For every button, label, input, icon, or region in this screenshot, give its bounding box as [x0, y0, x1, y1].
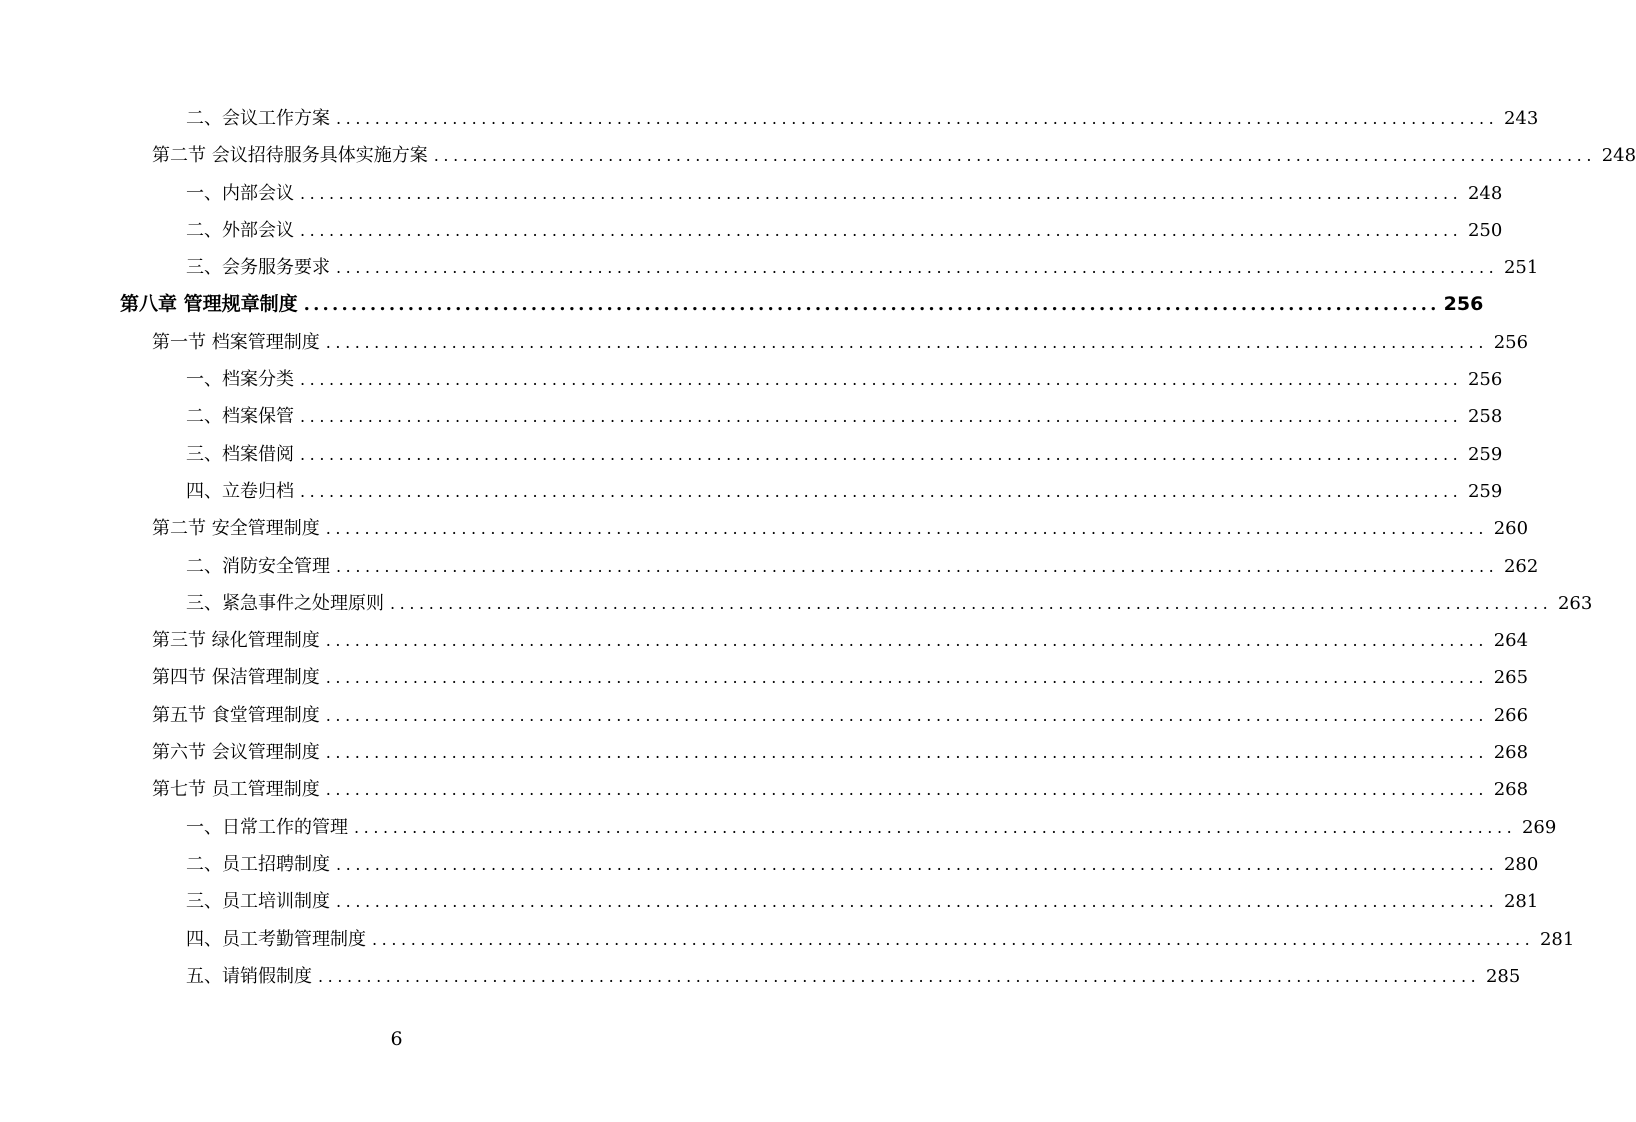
toc-entry-title: 第一节 档案管理制度: [152, 331, 320, 353]
toc-entry-title: 第二节 会议招待服务具体实施方案: [152, 145, 428, 167]
toc-entry-title: 第六节 会议管理制度: [152, 742, 320, 764]
dot-leader: ........................................................................................................................: [325, 519, 1489, 539]
toc-subsection-entry[interactable]: [0, 958, 1521, 995]
toc-entry-title: 三、档案借阅: [186, 443, 294, 465]
toc-entry-page-number: 264: [1493, 630, 1529, 652]
toc-subsection-entry[interactable]: [0, 212, 1503, 249]
dot-leader: ........................................................................................................................: [336, 258, 1499, 278]
dot-leader: ........................................................................................................................: [300, 183, 1463, 203]
page-number: 6: [390, 1028, 403, 1050]
toc-section-entry[interactable]: [0, 697, 1529, 734]
toc-entry-page-number: 268: [1493, 742, 1529, 764]
dot-leader: ........................................................................................................................: [325, 332, 1489, 352]
toc-subsection-entry[interactable]: [0, 398, 1503, 435]
toc-entry-title: 第四节 保洁管理制度: [152, 667, 320, 689]
dot-leader: ........................................................................................................................: [325, 631, 1489, 651]
toc-subsection-entry[interactable]: [0, 548, 1539, 585]
toc-subsection-entry[interactable]: [0, 921, 1575, 958]
toc-entry-title: 四、立卷归档: [186, 480, 294, 502]
toc-subsection-entry[interactable]: [0, 883, 1539, 920]
toc-subsection-entry[interactable]: [0, 809, 1557, 846]
toc-entry-title: 第二节 安全管理制度: [152, 518, 320, 540]
toc-entry-title: 三、紧急事件之处理原则: [186, 592, 384, 614]
toc-section-entry[interactable]: [0, 137, 1636, 174]
toc-entry-title: 一、日常工作的管理: [186, 816, 348, 838]
toc-entry-title: 一、档案分类: [186, 369, 294, 391]
dot-leader: ........................................................................................................................: [303, 294, 1440, 316]
toc-entry-page-number: 248: [1601, 145, 1636, 167]
toc-entry-page-number: 248: [1467, 182, 1503, 204]
toc-subsection-entry[interactable]: [0, 249, 1539, 286]
dot-leader: ........................................................................................................................: [325, 780, 1489, 800]
toc-subsection-entry[interactable]: [0, 473, 1503, 510]
toc-chapter-entry[interactable]: [0, 286, 1484, 323]
toc-entry-page-number: 256: [1443, 293, 1484, 316]
toc-entry-title: 第五节 食堂管理制度: [152, 704, 320, 726]
toc-entry-page-number: 251: [1503, 257, 1539, 279]
table-of-contents: [0, 100, 1636, 995]
toc-entry-title: 第八章 管理规章制度: [120, 293, 298, 316]
dot-leader: ........................................................................................................................: [300, 407, 1463, 427]
toc-entry-page-number: 258: [1467, 406, 1503, 428]
dot-leader: ........................................................................................................................: [336, 556, 1499, 576]
toc-entry-page-number: 285: [1485, 965, 1521, 987]
toc-entry-page-number: 269: [1521, 816, 1557, 838]
toc-entry-page-number: 281: [1539, 928, 1575, 950]
dot-leader: ........................................................................................................................: [325, 668, 1489, 688]
toc-entry-page-number: 280: [1503, 853, 1539, 875]
dot-leader: ........................................................................................................................: [336, 854, 1499, 874]
toc-entry-page-number: 243: [1503, 108, 1539, 129]
toc-subsection-entry[interactable]: [0, 436, 1503, 473]
toc-entry-title: 二、员工招聘制度: [186, 853, 330, 875]
toc-entry-page-number: 265: [1493, 667, 1529, 689]
toc-entry-page-number: 281: [1503, 891, 1539, 913]
toc-section-entry[interactable]: [0, 734, 1529, 771]
dot-leader: ........................................................................................................................: [372, 929, 1535, 949]
toc-entry-title: 二、消防安全管理: [186, 555, 330, 577]
toc-entry-page-number: 263: [1557, 592, 1593, 614]
toc-entry-page-number: 256: [1493, 331, 1529, 353]
dot-leader: ........................................................................................................................: [390, 593, 1553, 613]
toc-entry-page-number: 268: [1493, 779, 1529, 801]
dot-leader: ........................................................................................................................: [325, 705, 1489, 725]
dot-leader: ........................................................................................................................: [336, 892, 1499, 912]
toc-entry-page-number: 266: [1493, 704, 1529, 726]
toc-entry-title: 三、员工培训制度: [186, 891, 330, 913]
toc-section-entry[interactable]: [0, 659, 1529, 696]
toc-entry-page-number: 259: [1467, 443, 1503, 465]
toc-entry-title: 二、外部会议: [186, 219, 294, 241]
toc-subsection-entry[interactable]: [0, 175, 1503, 212]
toc-entry-page-number: 256: [1467, 369, 1503, 391]
dot-leader: ........................................................................................................................: [354, 817, 1517, 837]
dot-leader: ........................................................................................................................: [318, 966, 1481, 986]
dot-leader: ........................................................................................................................: [336, 109, 1499, 128]
toc-subsection-entry[interactable]: [0, 846, 1539, 883]
dot-leader: ........................................................................................................................: [325, 743, 1489, 763]
toc-entry-title: 三、会务服务要求: [186, 257, 330, 279]
toc-entry-title: 四、员工考勤管理制度: [186, 928, 366, 950]
dot-leader: ........................................................................................................................: [300, 220, 1463, 240]
toc-entry-page-number: 262: [1503, 555, 1539, 577]
dot-leader: ........................................................................................................................: [300, 481, 1463, 501]
toc-entry-title: 二、会议工作方案: [186, 108, 330, 129]
toc-entry-title: 五、请销假制度: [186, 965, 312, 987]
toc-section-entry[interactable]: [0, 324, 1529, 361]
toc-entry-page-number: 259: [1467, 480, 1503, 502]
dot-leader: ........................................................................................................................: [433, 146, 1597, 166]
toc-section-entry[interactable]: [0, 510, 1529, 547]
toc-entry-title: 第三节 绿化管理制度: [152, 630, 320, 652]
toc-section-entry[interactable]: [0, 771, 1529, 808]
toc-section-entry[interactable]: [0, 622, 1529, 659]
dot-leader: ........................................................................................................................: [300, 370, 1463, 390]
dot-leader: ........................................................................................................................: [300, 444, 1463, 464]
toc-subsection-entry[interactable]: [0, 361, 1503, 398]
toc-entry-title: 第七节 员工管理制度: [152, 779, 320, 801]
toc-entry-title: 一、内部会议: [186, 182, 294, 204]
toc-subsection-entry[interactable]: [0, 585, 1593, 622]
toc-entry-title: 二、档案保管: [186, 406, 294, 428]
toc-subsection-entry[interactable]: [0, 100, 1539, 137]
toc-entry-page-number: 250: [1467, 219, 1503, 241]
toc-entry-page-number: 260: [1493, 518, 1529, 540]
